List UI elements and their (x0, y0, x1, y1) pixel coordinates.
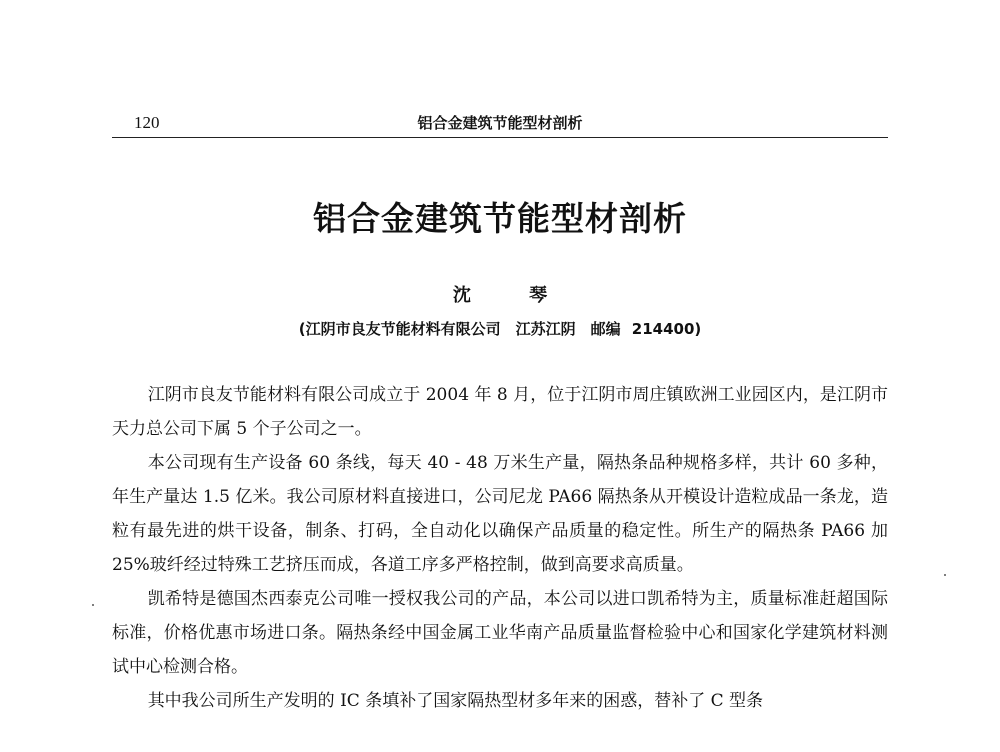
paragraph-3: 凯希特是德国杰西泰克公司唯一授权我公司的产品，本公司以进口凯希特为主，质量标准赶超国际标准，价格优惠市场进口条。隔热条经中国金属工业华南产品质量监督检验中心和国家化学建筑材料测试中心检测合格。 (112, 589, 888, 677)
article-title: 铝合金建筑节能型材剖析 (313, 199, 687, 238)
author-name: 沈 琴 (452, 285, 574, 306)
scan-speck (944, 574, 946, 576)
paragraph-2: 本公司现有生产设备 60 条线，每天 40 - 48 万米生产量，隔热条品种规格多样，共计 60 多种，年生产量达 1.5 亿米。我公司原材料直接进口，公司尼龙 PA66 隔热条从开模设计造粒成品一条龙，造粒有最先进的烘干设备，制条、打码，全自动化以确保产品质量的稳定性。所生产的隔热条 PA66 加 25%玻纤经过特殊工艺挤压而成，各道工序多严格控制，做到高要求高质量。 (112, 453, 888, 575)
paragraph-1: 江阴市良友节能材料有限公司成立于 2004 年 8 月，位于江阴市周庄镇欧洲工业园区内，是江阴市天力总公司下属 5 个子公司之一。 (112, 385, 888, 439)
article-body (112, 378, 888, 718)
paragraph-4: 其中我公司所生产发明的 IC 条填补了国家隔热型材多年来的困惑，替补了 C 型条 (147, 691, 764, 711)
running-title: 铝合金建筑节能型材剖析 (417, 114, 583, 132)
author-affiliation: (江阴市良友节能材料有限公司 江苏江阴 邮编 214400) (298, 320, 702, 338)
running-header (112, 109, 888, 138)
page-number: 120 (134, 113, 160, 132)
scan-speck (92, 604, 94, 606)
